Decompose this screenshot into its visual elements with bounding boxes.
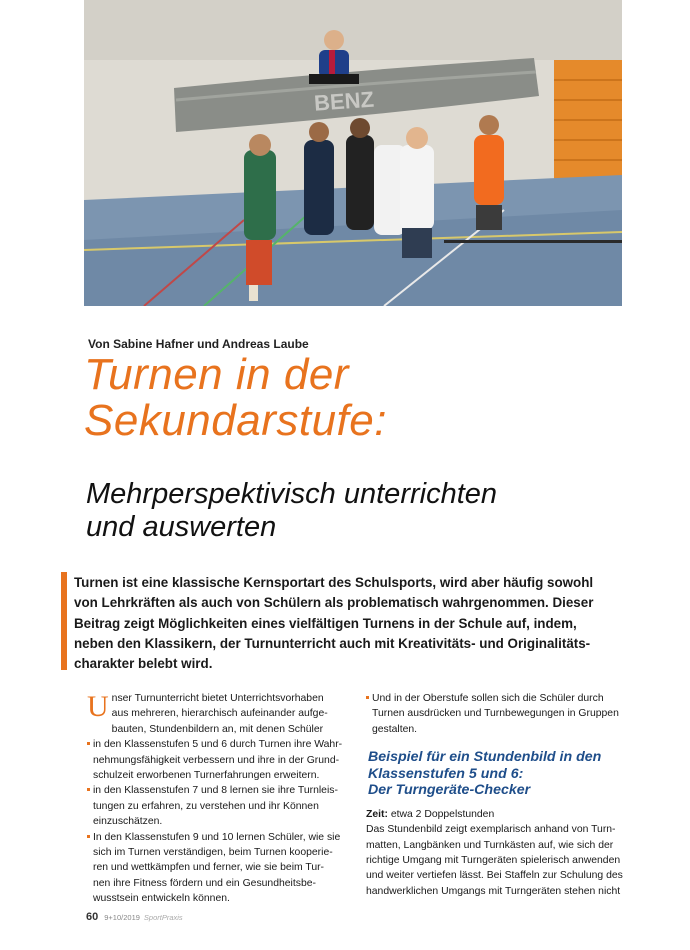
zeit-line [366,807,630,822]
bullet-item [87,830,352,907]
lead-line: charakter belebt wird. [74,656,213,672]
body-line: aus mehreren, hierarchisch aufeinander aufge- [111,708,328,720]
issue-label: 9+10/2019 [104,913,140,922]
zeit-label: Zeit: [366,808,388,820]
bullet-line: sich im Turnen verständigen, beim Turnen kooperie- [93,847,333,859]
body-line: handwerklichen Umgangs mit Turngeräten stehen nicht [366,885,621,897]
page-number: 60 [86,911,99,923]
bullet-line: schulzeit erworbenen Turnerfahrungen erweitern. [93,770,320,782]
article-title [84,352,387,444]
section-heading [368,749,630,799]
drop-cap: U [87,690,109,723]
body-line: matten, Langbänken und Turnkästen auf, wie sich der [366,839,614,851]
lead-paragraph [74,573,630,674]
bullet-line: tungen zu erfahren, zu verstehen und ihr Können [93,800,319,812]
body-line: und weiter vertiefen lässt. Bei Staffeln zur Schulung des [366,870,623,882]
lead-accent-bar [61,572,67,670]
bullet-line: einzuschätzen. [93,816,163,828]
hero-photo [84,0,622,306]
bullet-line: in den Klassenstufen 5 und 6 durch Turnen ihre Wahr- [93,739,343,751]
bullet-item [87,737,352,783]
intro-paragraph [87,691,352,737]
bullet-line: nen ihre Fitness fördern und ein Gesundheitsbe- [93,877,316,889]
bullet-line: ren und wettkämpfen und ferner, wie sie beim Tur- [93,862,325,874]
gym-scene-illustration [84,0,622,306]
section-heading-line: Klassenstufen 5 und 6: [368,765,524,782]
lead-line: Beitrag zeigt Möglichkeiten eines vielfältigen Turnens in der Schule auf, indem, [74,615,577,631]
body-line: nser Turnunterricht bietet Unterrichtsvorhaben [111,693,324,704]
lead-line: Turnen ist eine klassische Kernsportart des Schulsports, wird aber häufig sowohl [74,575,594,590]
bullet-line: gestalten. [372,723,418,735]
body-paragraph [366,822,630,899]
body-line: Das Stundenbild zeigt exemplarisch anhand von Turn- [366,824,616,836]
title-line: Sekundarstufe: [84,396,387,445]
bullet-line: Turnen ausdrücken und Turnbewegungen in Gruppen [372,708,619,720]
right-column [366,691,630,899]
lead-line: neben den Klassikern, der Turnunterricht auch mit Kreativitäts- und Originalitäts- [74,635,591,651]
body-line: bauten, Stundenbildern an, mit denen Schüler [111,723,324,735]
bullet-line: Und in der Oberstufe sollen sich die Schüler durch [372,693,604,704]
article-subtitle [86,478,497,544]
page-footer [86,911,183,923]
bullet-line: wusstsein entwickeln können. [93,893,230,905]
zeit-value: etwa 2 Doppelstunden [387,808,495,820]
title-line: Turnen in der [84,350,349,399]
bullet-line: in den Klassenstufen 7 und 8 lernen sie ihre Turnleis- [93,785,338,797]
bullet-line: In den Klassenstufen 9 und 10 lernen Schüler, wie sie [93,831,341,843]
bullet-line: nehmungsfähigkeit verbessern und ihre in der Grund- [93,754,340,766]
magazine-name: SportPraxis [143,913,183,922]
body-line: richtige Umgang mit Turngeräten spielerisch anwenden [366,854,621,866]
lead-line: von Lehrkräften als auch von Schülern als problematisch wahrgenommen. Dieser [74,595,594,611]
section-heading-line: Beispiel für ein Stundenbild in den [368,749,602,766]
byline: Von Sabine Hafner und Andreas Laube [88,337,309,351]
section-heading-line: Der Turngeräte-Checker [368,782,531,799]
subtitle-line: und auswerten [86,511,277,543]
left-column [87,691,352,907]
bullet-item [87,783,352,829]
bullet-item [366,691,630,737]
subtitle-line: Mehrperspektivisch unterrichten [86,478,498,510]
mat-brand-text: BENZ [313,86,375,116]
